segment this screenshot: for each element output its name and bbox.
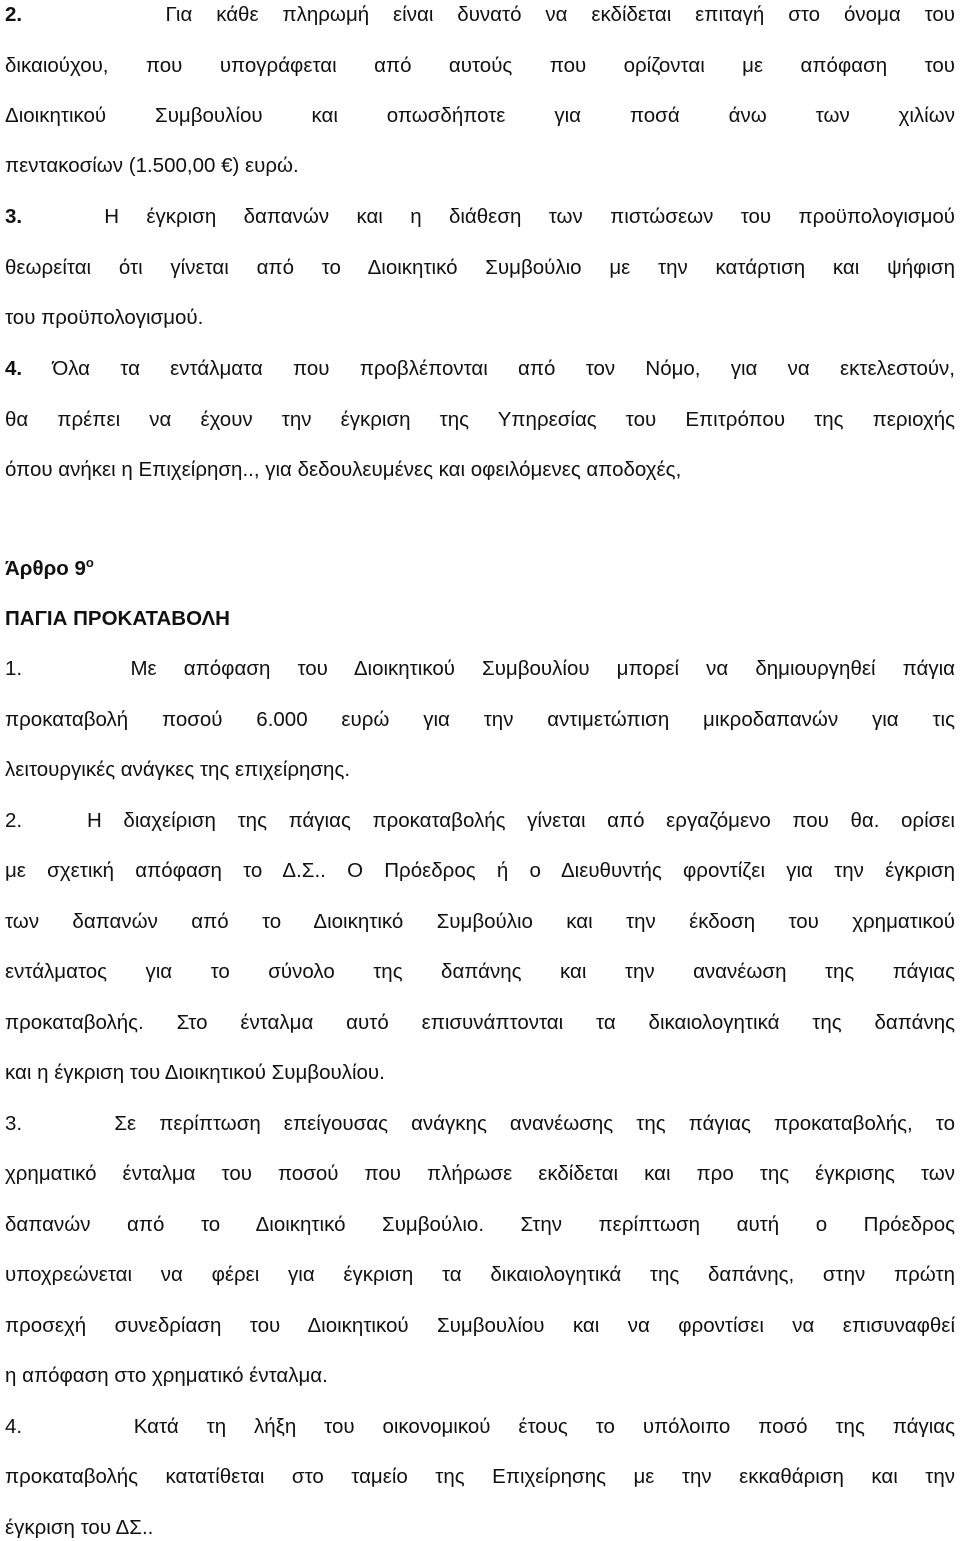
paragraph-line — [5, 204, 955, 230]
paragraph-line — [5, 1515, 955, 1541]
paragraph-line — [5, 1363, 955, 1389]
list-number: 2. — [5, 3, 23, 26]
paragraph-line — [5, 858, 955, 884]
paragraph-text: και η έγκριση του Διοικητικού Συμβουλίου. — [5, 1061, 385, 1084]
paragraph-text: Όλα τα εντάλματα που προβλέπονται από τον Νόμο, για να εκτελεστούν, — [52, 357, 956, 380]
paragraph-line — [5, 1060, 955, 1086]
paragraph-line — [5, 153, 955, 179]
list-number: 1. — [5, 657, 23, 680]
paragraph-text: Διοικητικού Συμβουλίου και οπωσδήποτε για ποσά άνω των χιλίων — [5, 104, 955, 127]
paragraph-text: εντάλματος για το σύνολο της δαπάνης και την ανανέωση της πάγιας — [5, 960, 955, 983]
paragraph-text: δικαιούχου, που υπογράφεται από αυτούς που ορίζονται με απόφαση του — [5, 54, 955, 77]
paragraph-text: έγκριση του ΔΣ.. — [5, 1516, 154, 1539]
paragraph-line — [5, 457, 955, 483]
paragraph-text: προκαταβολής κατατίθεται στο ταμείο της Επιχείρησης με την εκκαθάριση και την — [5, 1465, 955, 1488]
paragraph-text: Για κάθε πληρωμή είναι δυνατό να εκδίδεται επιταγή στο όνομα του — [165, 3, 955, 26]
paragraph-line — [5, 1313, 955, 1339]
paragraph-text: Η διαχείριση της πάγιας προκαταβολής γίνεται από εργαζόμενο που θα. ορίσει — [86, 809, 955, 832]
paragraph-line — [5, 305, 955, 331]
paragraph-text: Κατά τη λήξη του οικονομικού έτους το υπόλοιπο ποσό της πάγιας — [133, 1415, 955, 1438]
paragraph-line — [5, 656, 955, 682]
paragraph-line — [5, 909, 955, 935]
paragraph-text: θα πρέπει να έχουν την έγκριση της Υπηρεσίας του Επιτρόπου της περιοχής — [5, 408, 955, 431]
article-title: Άρθρο $9^o$ — [5, 555, 94, 580]
paragraph-line — [5, 1161, 955, 1187]
paragraph-text: πεντακοσίων (1.500,00 €) ευρώ. — [5, 154, 299, 177]
paragraph-line — [5, 1414, 955, 1440]
paragraph-line — [5, 707, 955, 733]
article-title-superscript: ο — [85, 555, 94, 571]
paragraph-line — [5, 2, 955, 28]
paragraph-line — [5, 356, 955, 382]
paragraph-text: προσεχή συνεδρίαση του Διοικητικού Συμβουλίου και να φροντίσει να επισυναφθεί — [5, 1314, 955, 1337]
paragraph-line — [5, 1464, 955, 1490]
paragraph-line — [5, 959, 955, 985]
paragraph-text: χρηματικό ένταλμα του ποσού που πλήρωσε εκδίδεται και προ της έγκρισης των — [5, 1162, 955, 1185]
list-number: 4. — [5, 1415, 23, 1438]
paragraph-line — [5, 1010, 955, 1036]
paragraph-line — [5, 53, 955, 79]
paragraph-text: λειτουργικές ανάγκες της επιχείρησης. — [5, 758, 351, 781]
paragraph-line — [5, 1262, 955, 1288]
list-number: 2. — [5, 809, 23, 832]
paragraph-line — [5, 1212, 955, 1238]
paragraph-line — [5, 808, 955, 834]
paragraph-text: υποχρεώνεται να φέρει για έγκριση τα δικαιολογητικά της δαπάνης, στην πρώτη — [5, 1263, 955, 1286]
paragraph-text: του προϋπολογισμού. — [5, 306, 204, 329]
list-number: 4. — [5, 357, 23, 380]
paragraph-line — [5, 103, 955, 129]
article-subtitle: ΠΑΓΙΑ ΠΡΟΚΑΤΑΒΟΛΗ — [5, 607, 230, 630]
paragraph-text: των δαπανών από το Διοικητικό Συμβούλιο και την έκδοση του χρηματικού — [5, 910, 955, 933]
paragraph-text: Σε περίπτωση επείγουσας ανάγκης ανανέωσης της πάγιας προκαταβολής, το — [114, 1112, 955, 1135]
paragraph-line — [5, 757, 955, 783]
paragraph-text: η απόφαση στο χρηματικό ένταλμα. — [5, 1364, 328, 1387]
paragraph-text: δαπανών από το Διοικητικό Συμβούλιο. Στην περίπτωση αυτή ο Πρόεδρος — [5, 1213, 955, 1236]
paragraph-text: προκαταβολής. Στο ένταλμα αυτό επισυνάπτονται τα δικαιολογητικά της δαπάνης — [5, 1011, 955, 1034]
paragraph-text: Η έγκριση δαπανών και η διάθεση των πιστώσεων του προϋπολογισμού — [104, 205, 955, 228]
paragraph-text: με σχετική απόφαση το Δ.Σ.. Ο Πρόεδρος ή ο Διευθυντής φροντίζει για την έγκριση — [5, 859, 955, 882]
paragraph-text: θεωρείται ότι γίνεται από το Διοικητικό Συμβούλιο με την κατάρτιση και ψήφιση — [5, 256, 955, 279]
list-number: 3. — [5, 205, 23, 228]
list-number: 3. — [5, 1112, 23, 1135]
paragraph-text: Με απόφαση του Διοικητικού Συμβουλίου μπορεί να δημιουργηθεί πάγια — [130, 657, 955, 680]
paragraph-line — [5, 255, 955, 281]
paragraph-line — [5, 407, 955, 433]
paragraph-line — [5, 1111, 955, 1137]
paragraph-text: όπου ανήκει η Επιχείρηση.., για δεδουλευμένες και οφειλόμενες αποδοχές, — [5, 458, 682, 481]
paragraph-text: προκαταβολή ποσού 6.000 ευρώ για την αντιμετώπιση μικροδαπανών για τις — [5, 708, 955, 731]
